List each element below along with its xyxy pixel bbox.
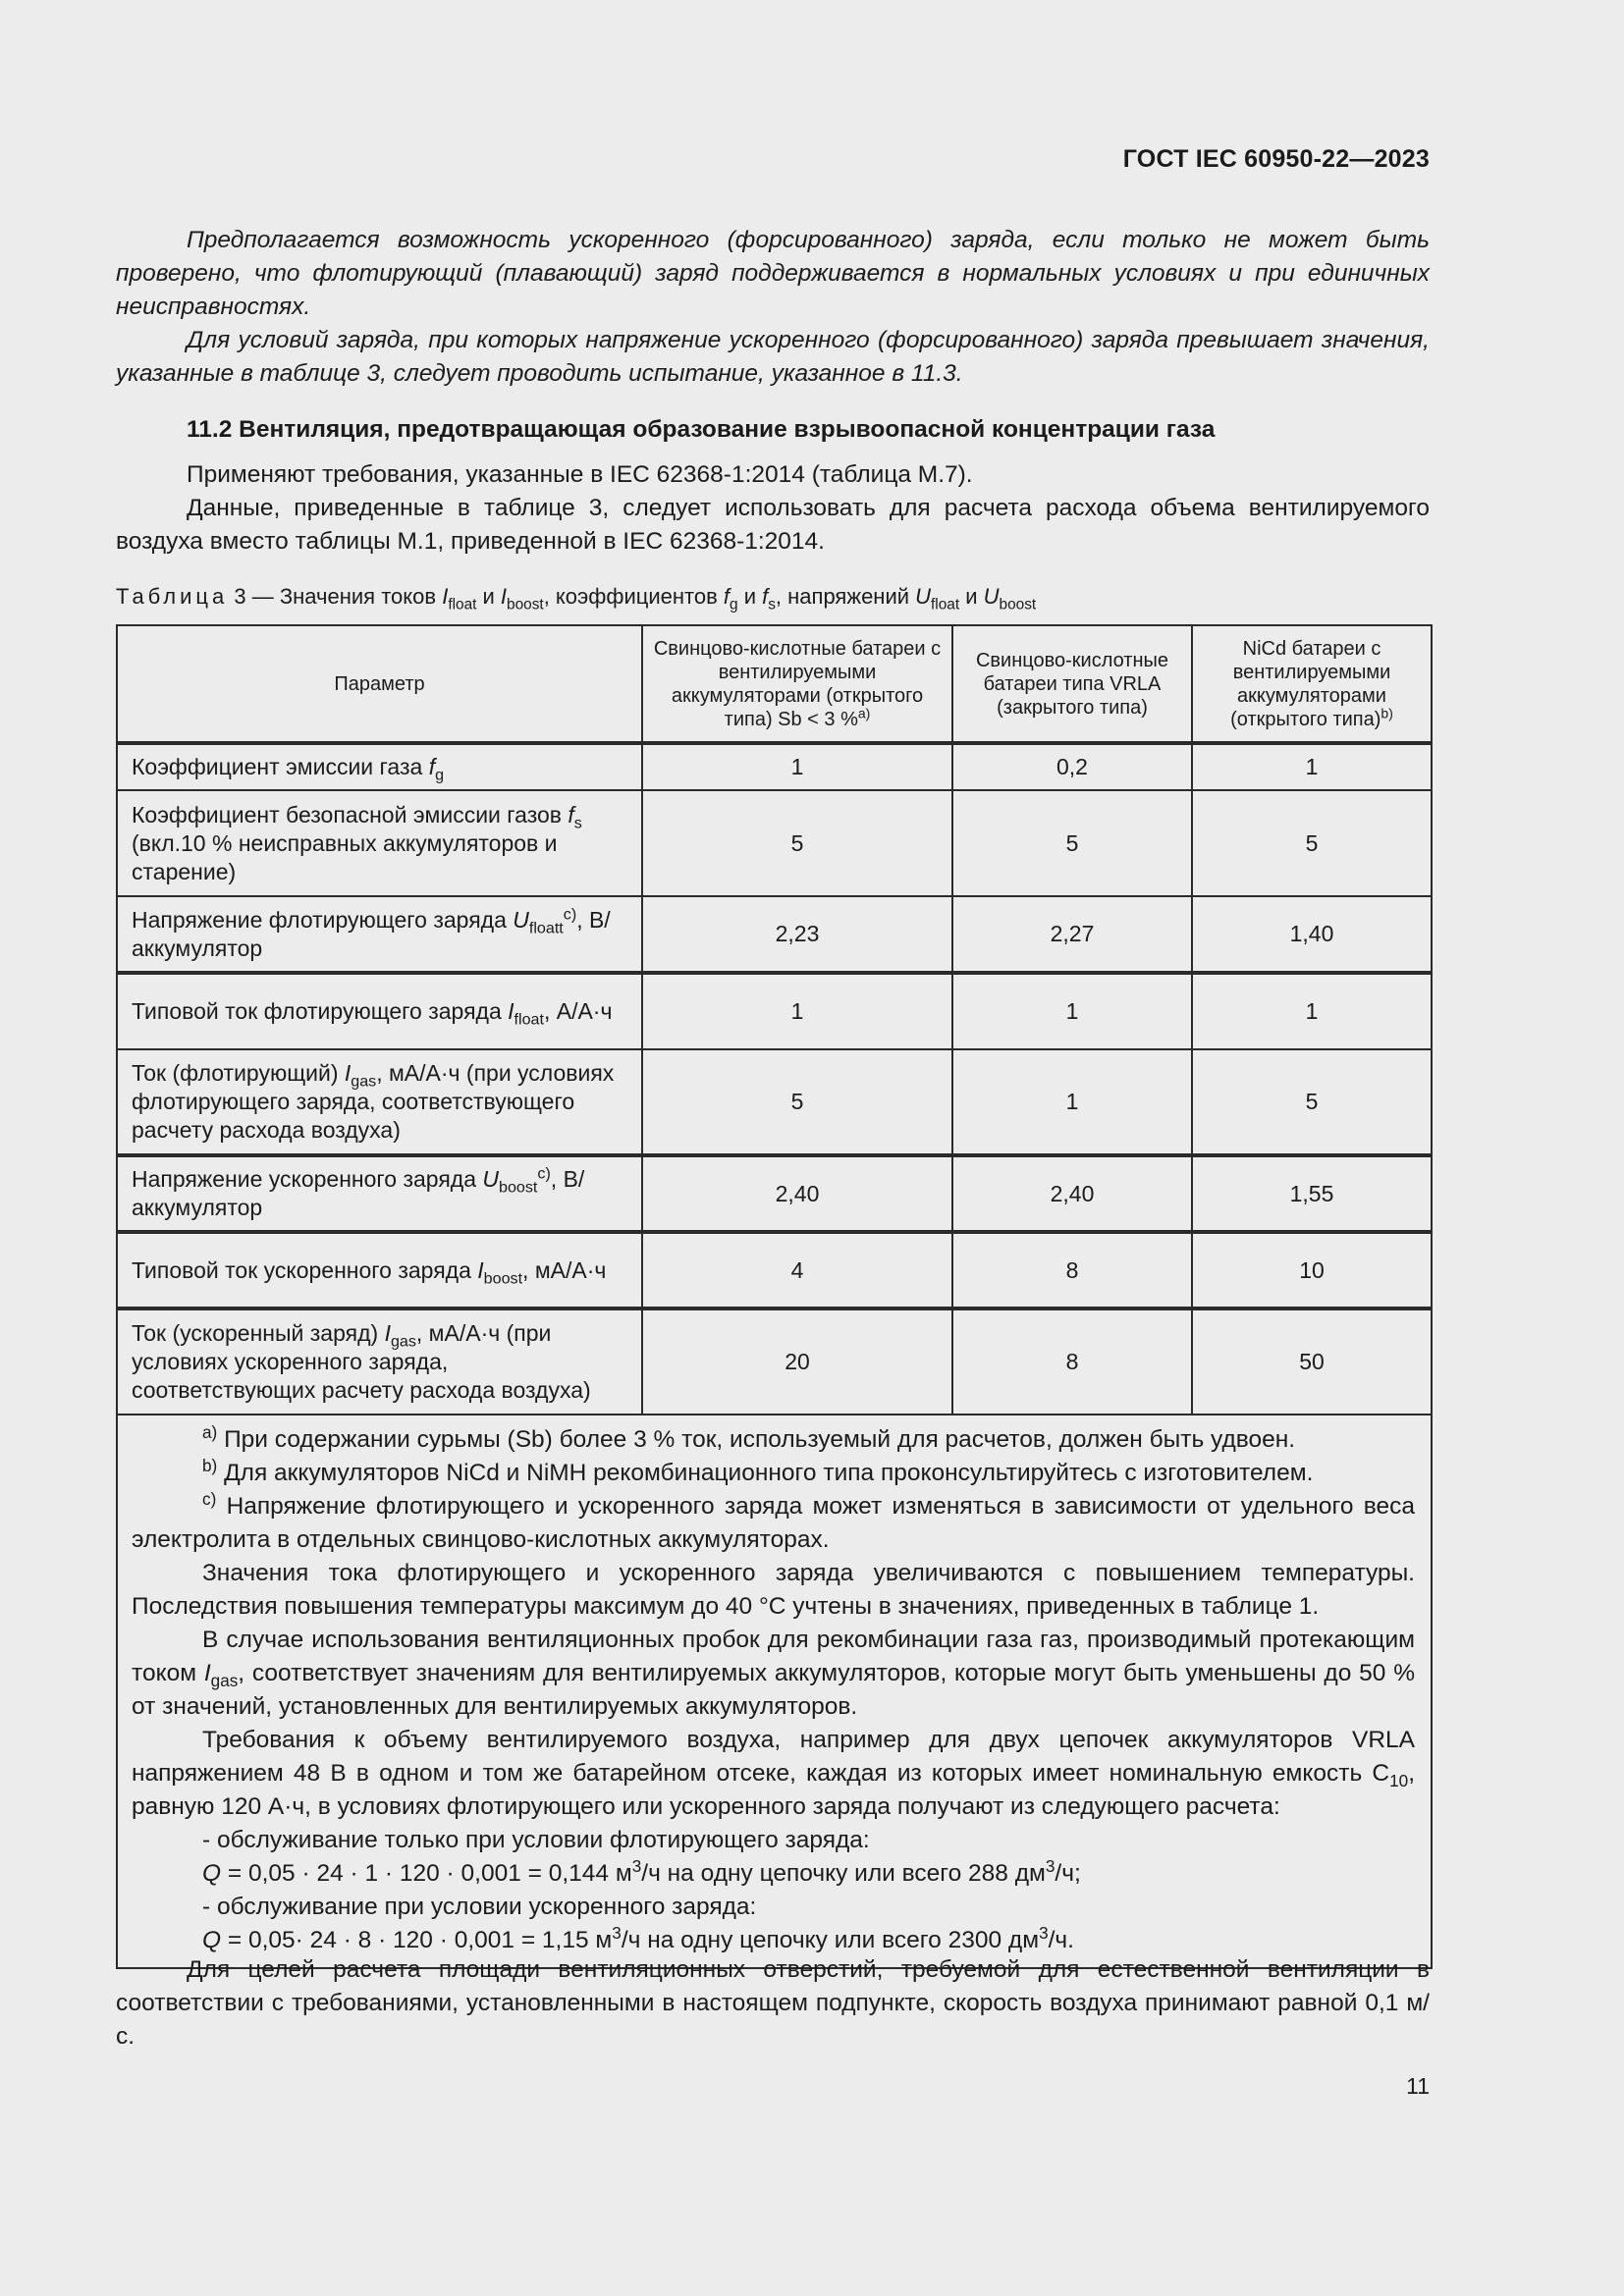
param-text: , В/аккумулятор — [132, 1166, 585, 1220]
note-a-mark: a) — [202, 1421, 218, 1442]
header-col3-footnote: b) — [1380, 704, 1393, 721]
cell-vented-lead-acid: 1 — [642, 973, 952, 1049]
param-symbol: I — [508, 998, 514, 1024]
header-col1 — [642, 625, 952, 743]
calc-q: Q — [202, 1927, 222, 1953]
table-wrapper — [116, 624, 1430, 1969]
cell-nicd: 1,40 — [1192, 896, 1432, 973]
calc-line-1: - обслуживание только при условии флотирующего заряда: — [202, 1827, 870, 1853]
caption-sub: g — [730, 596, 738, 614]
calc-text: = 0,05 · 24 · 1 · 120 · 0,001 = 0,144 м — [221, 1860, 632, 1887]
param-text: Коэффициент безопасной эмиссии газов — [132, 801, 568, 828]
param-symbol: U — [513, 906, 529, 933]
note-b — [132, 1457, 1415, 1490]
caption-symbol: f — [723, 584, 731, 609]
param-symbol: I — [477, 1256, 484, 1283]
section-paragraph-1: Применяют требования, указанные в IEC 62368-1:2014 (таблица М.7). — [187, 461, 973, 488]
row-param — [117, 1049, 642, 1155]
cell-nicd: 1 — [1192, 973, 1432, 1049]
section-heading: 11.2 Вентиляция, предотвращающая образование взрывоопасной концентрации газа — [187, 416, 1216, 443]
caption-symbol: U — [983, 584, 1000, 609]
calc-text: /ч на одну цепочку или всего 2300 дм — [621, 1927, 1040, 1953]
calc-text: = 0,05· 24 · 8 · 120 · 0,001 = 1,15 м — [221, 1927, 613, 1953]
calc-text: /ч. — [1048, 1927, 1074, 1953]
caption-symbol: I — [500, 584, 508, 609]
calc-formula-1 — [202, 1857, 1415, 1891]
caption-and: и — [959, 584, 984, 609]
row-param — [117, 973, 642, 1049]
note-a — [132, 1423, 1415, 1457]
param-sub: float — [514, 1010, 544, 1029]
param-text: , мА/А·ч (при условиях флотирующего заряда, соответствующего расчету расхода воздуха) — [132, 1060, 615, 1143]
document-code: ГОСТ IEC 60950-22—2023 — [1122, 145, 1430, 173]
table-row — [117, 790, 1432, 896]
caption-sub: boost — [507, 596, 544, 614]
param-text: , мА/А·ч — [522, 1256, 607, 1283]
param-sub: gas — [390, 1332, 416, 1351]
cell-vrla: 5 — [952, 790, 1192, 896]
header-col2-text: Свинцово-кислотные батареи типа VRLA (закрытого типа) — [975, 649, 1169, 719]
row-param — [117, 1232, 642, 1308]
param-text: Типовой ток ускоренного заряда — [132, 1256, 478, 1283]
param-symbol: I — [384, 1320, 391, 1346]
param-sub: boost — [483, 1269, 523, 1288]
intro-paragraph-1: Предполагается возможность ускоренного (форсированного) заряда, если только не может быть проверено, что флотирующий (плавающий) заряд поддерживается в нормальных условиях и при единичных неисправностях. — [116, 227, 1430, 320]
cell-nicd: 5 — [1192, 790, 1432, 896]
param-text: Напряжение флотирующего заряда — [132, 906, 514, 933]
table-row — [117, 743, 1432, 790]
calc-line-2: - обслуживание при условии ускоренного заряда: — [202, 1894, 757, 1920]
calc-q: Q — [202, 1860, 222, 1887]
param-footnote: c) — [563, 904, 577, 923]
header-col2 — [952, 625, 1192, 743]
cell-vented-lead-acid: 1 — [642, 743, 952, 790]
note-b-text: Для аккумуляторов NiCd и NiMH рекомбинационного типа проконсультируйтесь с изготовителем. — [224, 1460, 1314, 1486]
note-p3-sub: 10 — [1389, 1770, 1409, 1790]
cell-nicd: 10 — [1192, 1232, 1432, 1308]
table-row — [117, 896, 1432, 973]
calc-sup: 3 — [1045, 1855, 1056, 1876]
cell-nicd: 1,55 — [1192, 1155, 1432, 1232]
calc-sup: 3 — [631, 1855, 642, 1876]
param-sub: g — [435, 766, 445, 784]
param-text: Напряжение ускоренного заряда — [132, 1166, 483, 1192]
param-sub: s — [573, 814, 582, 832]
closing-paragraph: Для целей расчета площади вентиляционных отверстий, требуемой для естественной вентиляции в соответствии с требованиями, установленными в настоящем подпункте, скорость воздуха принимают равной 0,1 м/с. — [116, 1956, 1430, 2050]
section-paragraph-2: Данные, приведенные в таблице 3, следует использовать для расчета расхода объема вентилируемого воздуха вместо таблицы М.1, приведенной в IEC 62368-1:2014. — [116, 495, 1430, 555]
param-symbol: U — [482, 1166, 500, 1192]
cell-vented-lead-acid: 4 — [642, 1232, 952, 1308]
note-a-text: При содержании сурьмы (Sb) более 3 % ток, используемый для расчетов, должен быть удвоен. — [224, 1426, 1296, 1453]
param-sub: gas — [351, 1072, 377, 1091]
note-p3-text: Требования к объему вентилируемого воздуха, например для двух цепочек аккумуляторов VRLA напряжением 48 В в одном и том же батарейном отсеке, каждая из которых имеет номинальную емкость С — [132, 1727, 1415, 1787]
caption-symbol: I — [442, 584, 449, 609]
closing-text — [116, 1953, 1430, 2054]
caption-text: , коэффициентов — [543, 584, 724, 609]
note-b-mark: b) — [202, 1455, 218, 1475]
header-col3-text: NiCd батареи с вентилируемыми аккумуляторами (открытого типа) — [1230, 637, 1391, 730]
table-row — [117, 1232, 1432, 1308]
caption-symbol: f — [762, 584, 769, 609]
cell-vented-lead-acid: 2,23 — [642, 896, 952, 973]
calc-text: /ч; — [1055, 1860, 1081, 1887]
note-paragraph-2 — [132, 1624, 1415, 1724]
note-c — [132, 1490, 1415, 1557]
caption-symbol: U — [915, 584, 932, 609]
caption-label: Таблица — [116, 584, 229, 609]
header-param-text: Параметр — [334, 672, 425, 695]
param-text: (вкл.10 % неисправных аккумуляторов и старение) — [132, 829, 558, 884]
caption-text: 3 — Значения токов — [234, 584, 443, 609]
table-caption — [116, 582, 1430, 612]
cell-vented-lead-acid: 5 — [642, 1049, 952, 1155]
note-p2-text: , соответствует значениям для вентилируемых аккумуляторов, которые могут быть уменьшены до 50 % от значений, установленных для вентилируемых аккумуляторов. — [132, 1660, 1415, 1720]
cell-vrla: 2,27 — [952, 896, 1192, 973]
table-row — [117, 973, 1432, 1049]
note-paragraph-1: Значения тока флотирующего и ускоренного заряда увеличиваются с повышением температуры. Последствия повышения температуры максимум до 40 °С учтены в значениях, приведенных в таблице 1. — [132, 1560, 1415, 1620]
caption-sub: float — [448, 596, 477, 614]
param-footnote: c) — [537, 1164, 551, 1183]
header-col1-footnote: a) — [857, 704, 871, 721]
param-text: Ток (ускоренный заряд) — [132, 1320, 385, 1346]
calc-text: /ч на одну цепочку или всего 288 дм — [641, 1860, 1046, 1887]
calc-sup: 3 — [612, 1922, 622, 1943]
caption-text: , напряжений — [775, 584, 916, 609]
cell-vrla: 0,2 — [952, 743, 1192, 790]
table-body — [117, 743, 1432, 1415]
row-param — [117, 1308, 642, 1415]
param-text: , А/А·ч — [543, 998, 613, 1024]
cell-vrla: 2,40 — [952, 1155, 1192, 1232]
cell-nicd: 1 — [1192, 743, 1432, 790]
note-p2-text: В случае использования вентиляционных пробок для рекомбинации газа газ, производимый протекающим током — [132, 1627, 1415, 1686]
note-c-text: Напряжение флотирующего и ускоренного заряда может изменяться в зависимости от удельного веса электролита в отдельных свинцово-кислотных аккумуляторах. — [132, 1493, 1415, 1553]
table-header-row — [117, 625, 1432, 743]
note-c-mark: c) — [202, 1488, 217, 1509]
intro-text — [116, 224, 1430, 391]
caption-sub: boost — [999, 596, 1037, 614]
caption-sub: s — [768, 596, 776, 614]
table-row — [117, 1155, 1432, 1232]
table-row — [117, 1049, 1432, 1155]
caption-and: и — [737, 584, 763, 609]
cell-vrla: 8 — [952, 1232, 1192, 1308]
calc-formula-2 — [202, 1924, 1415, 1957]
cell-nicd: 5 — [1192, 1049, 1432, 1155]
header-col1-text: Свинцово-кислотные батареи с вентилируемыми аккумуляторами (открытого типа) Sb < 3 % — [653, 637, 942, 730]
note-paragraph-3 — [132, 1724, 1415, 1824]
note-p3-text: , равную 120 А·ч, в условиях флотирующего или ускоренного заряда получают из следующего расчета: — [132, 1760, 1415, 1820]
cell-vented-lead-acid: 5 — [642, 790, 952, 896]
param-text: , В/аккумулятор — [132, 906, 611, 961]
table-notes — [117, 1415, 1432, 1968]
table-row — [117, 1308, 1432, 1415]
cell-vrla: 1 — [952, 1049, 1192, 1155]
row-param — [117, 1155, 642, 1232]
row-param — [117, 790, 642, 896]
caption-and: и — [476, 584, 501, 609]
param-symbol: I — [344, 1060, 352, 1086]
param-symbol: f — [568, 801, 574, 828]
cell-vrla: 1 — [952, 973, 1192, 1049]
row-param — [117, 743, 642, 790]
intro-paragraph-2: Для условий заряда, при которых напряжение ускоренного (форсированного) заряда превышает значения, указанные в таблице 3, следует проводить испытание, указанное в 11.3. — [116, 327, 1430, 387]
notes-row — [117, 1415, 1432, 1968]
header-col3 — [1192, 625, 1432, 743]
caption-sub: float — [931, 596, 960, 614]
param-sub: boost — [499, 1178, 538, 1197]
cell-vented-lead-acid: 2,40 — [642, 1155, 952, 1232]
param-symbol: f — [428, 754, 436, 779]
note-p2-sub: gas — [210, 1670, 239, 1690]
param-text: Коэффициент эмиссии газа — [132, 754, 429, 779]
calc-sup: 3 — [1039, 1922, 1049, 1943]
param-text: Ток (флотирующий) — [132, 1060, 345, 1086]
header-param — [117, 625, 642, 743]
cell-nicd: 50 — [1192, 1308, 1432, 1415]
param-sub: floatt — [528, 919, 564, 937]
param-text: , мА/А·ч (при условиях ускоренного заряда, соответствующих расчету расхода воздуха) — [132, 1320, 591, 1403]
param-text: Типовой ток флотирующего заряда — [132, 998, 509, 1024]
values-table — [116, 624, 1433, 1969]
note-p2-symbol: I — [203, 1660, 211, 1686]
section-11-2 — [116, 413, 1430, 559]
cell-vented-lead-acid: 20 — [642, 1308, 952, 1415]
cell-vrla: 8 — [952, 1308, 1192, 1415]
page-number: 11 — [1406, 2073, 1430, 2099]
row-param — [117, 896, 642, 973]
